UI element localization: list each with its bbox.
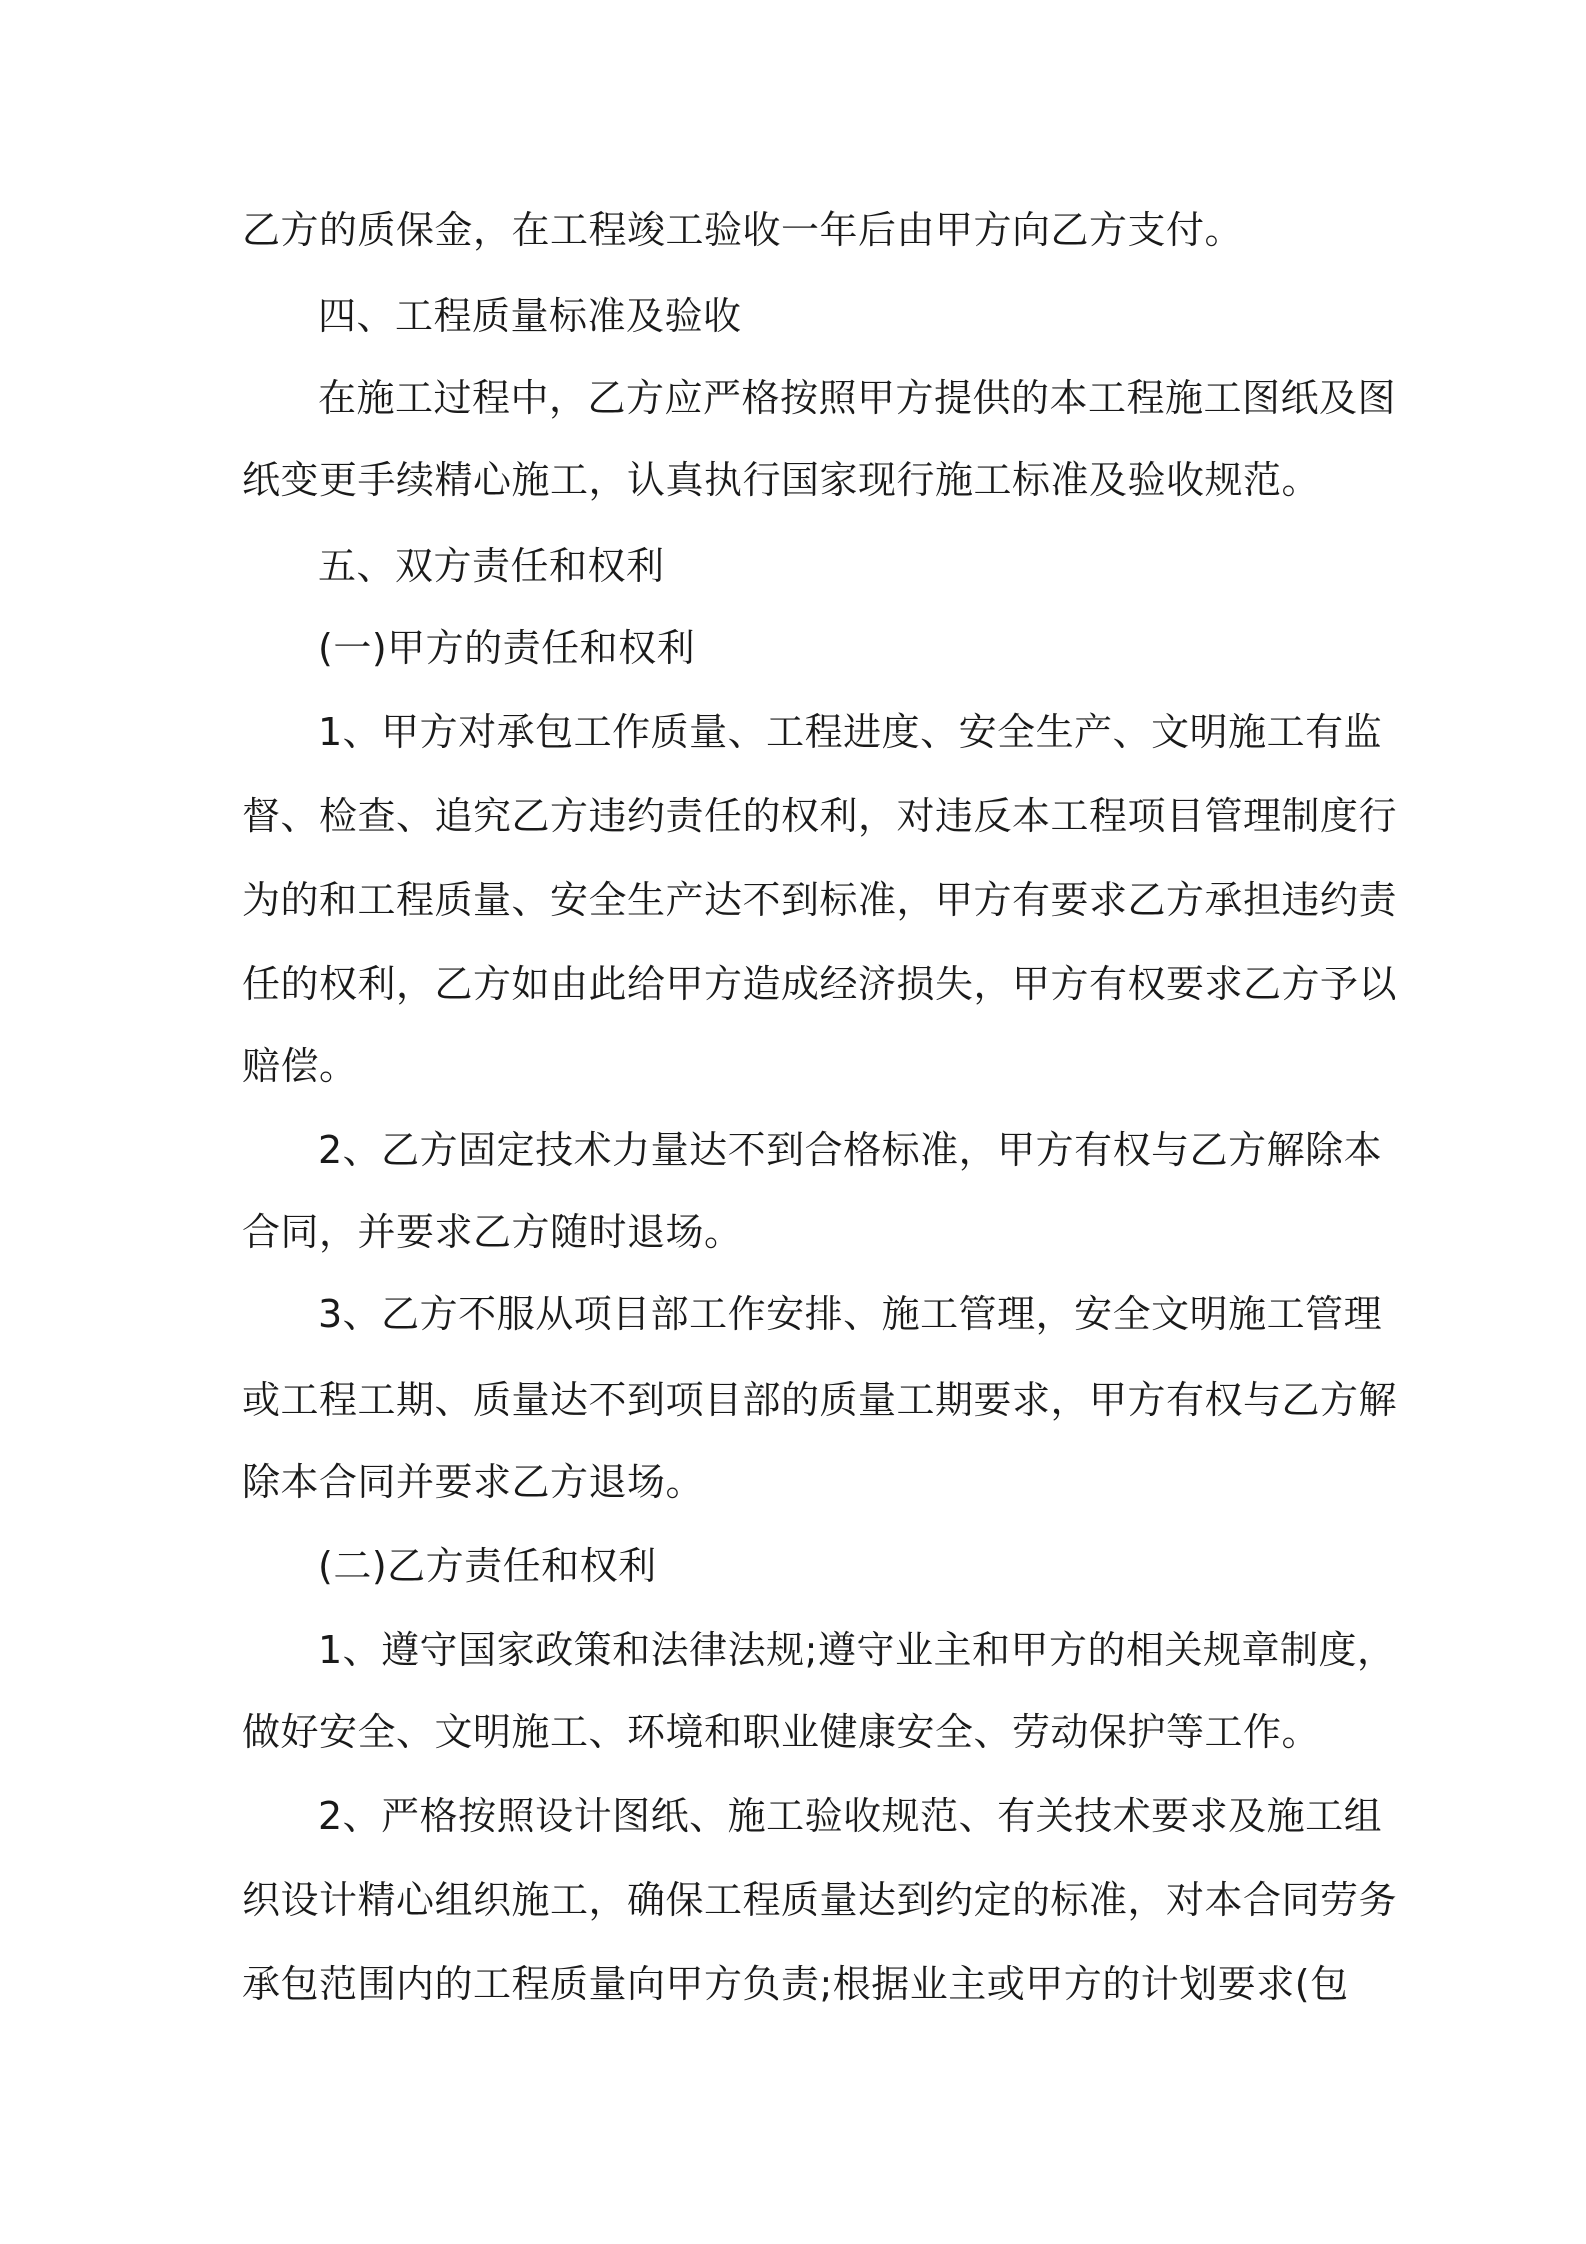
text-line: 1、遵守国家政策和法律法规;遵守业主和甲方的相关规章制度， xyxy=(318,1628,1396,1672)
text-line: 2、严格按照设计图纸、施工验收规范、有关技术要求及施工组 xyxy=(318,1794,1383,1838)
text-line: 任的权利，乙方如由此给甲方造成经济损失，甲方有权要求乙方予以 xyxy=(242,962,1398,1006)
text-line: 承包范围内的工程质量向甲方负责;根据业主或甲方的计划要求(包 xyxy=(242,1962,1349,2006)
text-line: 或工程工期、质量达不到项目部的质量工期要求，甲方有权与乙方解 xyxy=(242,1378,1398,1422)
section-heading: 四、工程质量标准及验收 xyxy=(318,294,742,338)
text-line: 合同，并要求乙方随时退场。 xyxy=(242,1210,743,1254)
text-line: 在施工过程中，乙方应严格按照甲方提供的本工程施工图纸及图 xyxy=(318,376,1397,420)
text-line: 为的和工程质量、安全生产达不到标准，甲方有要求乙方承担违约责 xyxy=(242,878,1398,922)
subsection-heading: (二)乙方责任和权利 xyxy=(318,1544,657,1588)
text-line: 赔偿。 xyxy=(242,1044,358,1088)
text-line: 督、检查、追究乙方违约责任的权利，对违反本工程项目管理制度行 xyxy=(242,794,1398,838)
text-line: 做好安全、文明施工、环境和职业健康安全、劳动保护等工作。 xyxy=(242,1710,1321,1754)
text-line: 纸变更手续精心施工，认真执行国家现行施工标准及验收规范。 xyxy=(242,458,1321,502)
subsection-heading: (一)甲方的责任和权利 xyxy=(318,626,696,670)
text-line: 1、甲方对承包工作质量、工程进度、安全生产、文明施工有监 xyxy=(318,710,1383,754)
section-heading: 五、双方责任和权利 xyxy=(318,544,665,588)
text-line: 乙方的质保金，在工程竣工验收一年后由甲方向乙方支付。 xyxy=(242,208,1244,252)
text-line: 织设计精心组织施工，确保工程质量达到约定的标准，对本合同劳务 xyxy=(242,1878,1398,1922)
text-line: 除本合同并要求乙方退场。 xyxy=(242,1460,705,1504)
text-line: 3、乙方不服从项目部工作安排、施工管理，安全文明施工管理 xyxy=(318,1292,1383,1336)
text-line: 2、乙方固定技术力量达不到合格标准，甲方有权与乙方解除本 xyxy=(318,1128,1383,1172)
